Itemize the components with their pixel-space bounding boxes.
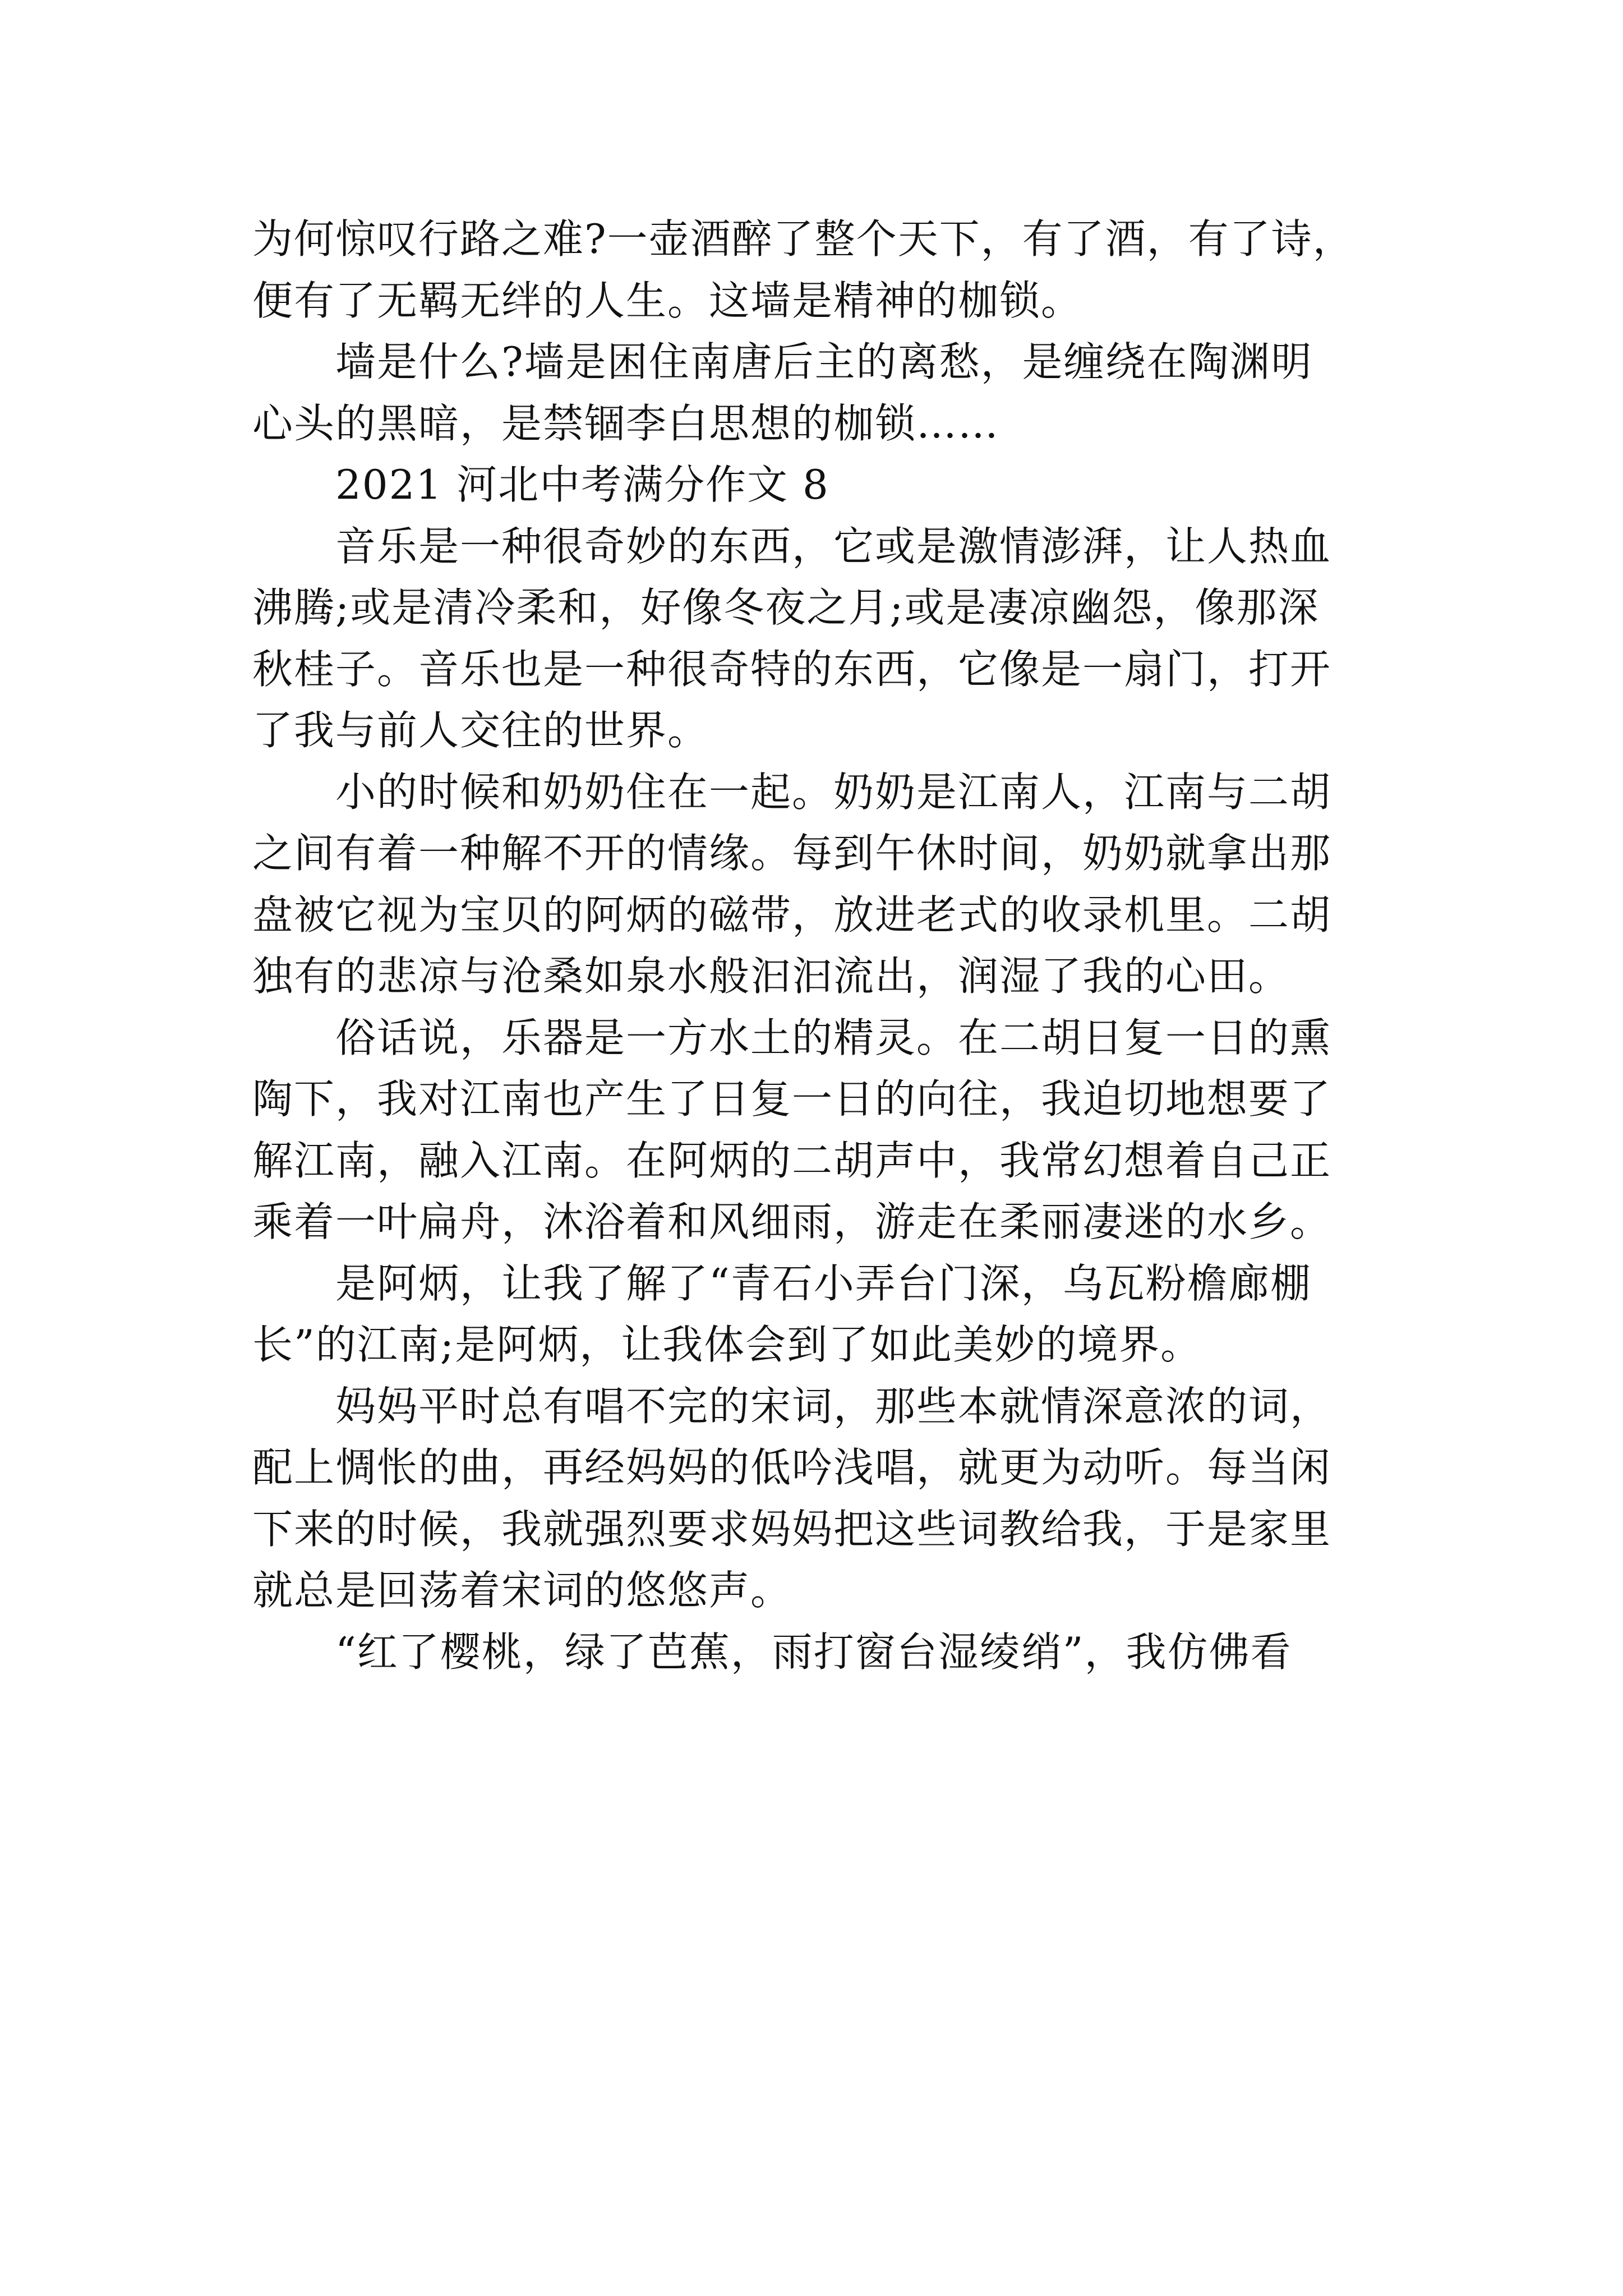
- text-line: 沸腾;或是清冷柔和，好像冬夜之月;或是凄凉幽怨，像那深: [252, 584, 1320, 631]
- paragraph-start-line: 音乐是一种很奇妙的东西，它或是激情澎湃，让人热血: [335, 522, 1332, 570]
- text-line: 了我与前人交往的世界。: [252, 707, 709, 754]
- text-line: 秋桂子。音乐也是一种很奇特的东西，它像是一扇门，打开: [252, 645, 1332, 693]
- text-line: 心头的黑暗，是禁锢李白思想的枷锁……: [252, 399, 1000, 447]
- text-line: 之间有着一种解不开的情缘。每到午休时间，奶奶就拿出那: [252, 830, 1332, 877]
- paragraph-start-line: 妈妈平时总有唱不完的宋词，那些本就情深意浓的词，: [335, 1382, 1332, 1430]
- text-line: 解江南，融入江南。在阿炳的二胡声中，我常幻想着自己正: [252, 1137, 1332, 1184]
- paragraph-start-line: “红了樱桃，绿了芭蕉，雨打窗台湿绫绡”，我仿佛看: [335, 1628, 1292, 1676]
- text-line: 乘着一叶扁舟，沐浴着和风细雨，游走在柔丽凄迷的水乡。: [252, 1198, 1332, 1245]
- essay-text: [252, 209, 1408, 1683]
- paragraph-start-line: 小的时候和奶奶住在一起。奶奶是江南人，江南与二胡: [335, 768, 1332, 816]
- paragraph-start-line: 墙是什么?墙是困住南唐后主的离愁，是缠绕在陶渊明: [335, 338, 1313, 385]
- text-line: 独有的悲凉与沧桑如泉水般汩汩流出，润湿了我的心田。: [252, 953, 1290, 1000]
- text-line: 便有了无羁无绊的人生。这墙是精神的枷锁。: [252, 277, 1083, 324]
- paragraph-start-line: 俗话说，乐器是一方水土的精灵。在二胡日复一日的熏: [335, 1014, 1332, 1061]
- text-line: 盘被它视为宝贝的阿炳的磁带，放进老式的收录机里。二胡: [252, 891, 1332, 938]
- text-line: 为何惊叹行路之难?一壶酒醉了整个天下，有了酒，有了诗，: [252, 215, 1354, 263]
- section-heading: 2021 河北中考满分作文 8: [335, 461, 829, 508]
- text-line: 下来的时候，我就强烈要求妈妈把这些词教给我，于是家里: [252, 1505, 1332, 1553]
- text-line: 长”的江南;是阿炳，让我体会到了如此美妙的境界。: [252, 1321, 1202, 1368]
- text-line: 就总是回荡着宋词的悠悠声。: [252, 1567, 792, 1614]
- paragraph-start-line: 是阿炳，让我了解了“青石小弄台门深，乌瓦粉檐廊棚: [335, 1259, 1312, 1307]
- text-line: 配上惆怅的曲，再经妈妈的低吟浅唱，就更为动听。每当闲: [252, 1444, 1332, 1491]
- text-line: 陶下，我对江南也产生了日复一日的向往，我迫切地想要了: [252, 1075, 1332, 1122]
